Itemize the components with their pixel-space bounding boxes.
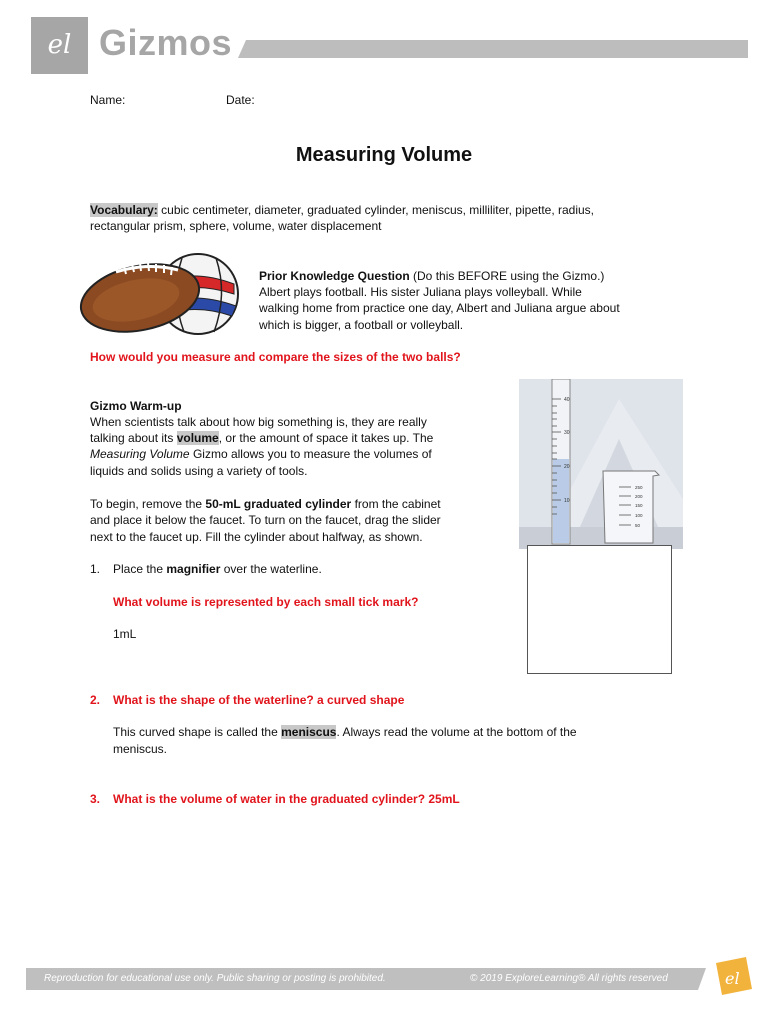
q3-number: 3. — [90, 792, 101, 806]
volume-term: volume — [176, 431, 219, 445]
q1-instruction — [113, 562, 322, 576]
footer-notice: Reproduction for educational use only. Public sharing or posting is prohibited. — [44, 973, 386, 984]
football-volleyball-illustration — [78, 250, 244, 340]
cylinder-label-10: 10 — [564, 498, 570, 504]
q1-number: 1. — [90, 562, 101, 576]
warmup-p1-line-2-post: , or the amount of space it takes up. The — [218, 431, 434, 445]
footer-logo-mark: el — [725, 969, 740, 988]
vocabulary-terms-1: cubic centimeter, diameter, graduated cylinder, meniscus, milliliter, pipette, radius, — [157, 203, 595, 217]
answer-box[interactable] — [527, 545, 672, 674]
prior-knowledge-note: (Do this BEFORE using the Gizmo.) — [409, 269, 605, 283]
graduated-cylinder-term: 50-mL graduated cylinder — [205, 497, 352, 511]
magnifier-term: magnifier — [166, 562, 221, 576]
explorelearning-logo-icon — [712, 955, 754, 997]
warmup-p1-line-3 — [90, 447, 432, 461]
warmup-p2-line-1 — [90, 497, 441, 511]
header-bar — [238, 40, 748, 58]
gizmo-apparatus-image — [519, 379, 683, 549]
warmup-heading — [90, 399, 182, 413]
warmup-p1-line-3-post: Gizmo allows you to measure the volumes of — [189, 447, 432, 461]
q1-question: What volume is represented by each small tick mark? — [113, 595, 419, 609]
q1-instruction-pre: Place the — [113, 562, 167, 576]
date-label: Date: — [226, 93, 255, 107]
brand-name: Gizmos — [99, 22, 233, 63]
prior-knowledge-line-4: which is bigger, a football or volleyball. — [259, 318, 464, 332]
warmup-p1-line-1: When scientists talk about how big something is, they are really — [90, 415, 427, 429]
warmup-p2-line-2: and place it below the faucet. To turn on the faucet, drag the slider — [90, 513, 441, 527]
warmup-p2-line-1-pre: To begin, remove the — [90, 497, 206, 511]
warmup-p2-line-1-post: from the cabinet — [351, 497, 441, 511]
prior-knowledge-line-2: Albert plays football. His sister Juliana plays volleyball. While — [259, 285, 582, 299]
warmup-heading-text: Gizmo Warm-up — [90, 399, 182, 413]
q1-instruction-post: over the waterline. — [220, 562, 322, 576]
cylinder-label-40: 40 — [564, 397, 570, 403]
gizmo-title-italic: Measuring Volume — [90, 447, 190, 461]
vocabulary-label: Vocabulary: — [90, 203, 158, 217]
vocabulary-line-2: rectangular prism, sphere, volume, water displacement — [90, 219, 382, 233]
warmup-p2-line-3: next to the faucet up. Fill the cylinder about halfway, as shown. — [90, 530, 423, 544]
logo-mark: el — [47, 30, 72, 60]
q2-note-line-1 — [113, 725, 577, 739]
footer-copyright: © 2019 ExploreLearning® All rights reserved — [470, 973, 668, 984]
beaker-label-50: 50 — [635, 523, 641, 528]
name-label: Name: — [90, 93, 126, 107]
prior-knowledge-heading: Prior Knowledge Question — [259, 269, 410, 283]
q1-answer: 1mL — [113, 627, 137, 641]
q2-note-post: . Always read the volume at the bottom of the — [336, 725, 577, 739]
prior-knowledge-line-3: walking home from practice one day, Albert and Juliana argue about — [259, 301, 620, 315]
q2-question: What is the shape of the waterline? a curved shape — [113, 693, 405, 707]
meniscus-term: meniscus — [281, 725, 337, 739]
q2-note-pre: This curved shape is called the — [113, 725, 282, 739]
q2-note-line-2: meniscus. — [113, 742, 168, 756]
beaker-label-200: 200 — [635, 494, 643, 499]
warmup-p1-line-2 — [90, 431, 433, 445]
beaker-label-250: 250 — [635, 485, 643, 490]
page-title: Measuring Volume — [295, 144, 473, 166]
prior-knowledge-question: How would you measure and compare the sizes of the two balls? — [90, 350, 461, 364]
cylinder-label-20: 20 — [564, 464, 570, 470]
beaker-label-150: 150 — [635, 503, 643, 508]
cylinder-label-30: 30 — [564, 430, 570, 436]
warmup-p1-line-4: liquids and solids using a variety of tools. — [90, 464, 308, 478]
q3-question: What is the volume of water in the graduated cylinder? 25mL — [113, 792, 460, 806]
vocabulary-line-1 — [90, 203, 594, 217]
warmup-p1-line-2-pre: talking about its — [90, 431, 177, 445]
gizmos-logo — [31, 17, 88, 74]
prior-knowledge-line-1 — [259, 269, 604, 283]
q2-number: 2. — [90, 693, 101, 707]
beaker-label-100: 100 — [635, 513, 643, 518]
